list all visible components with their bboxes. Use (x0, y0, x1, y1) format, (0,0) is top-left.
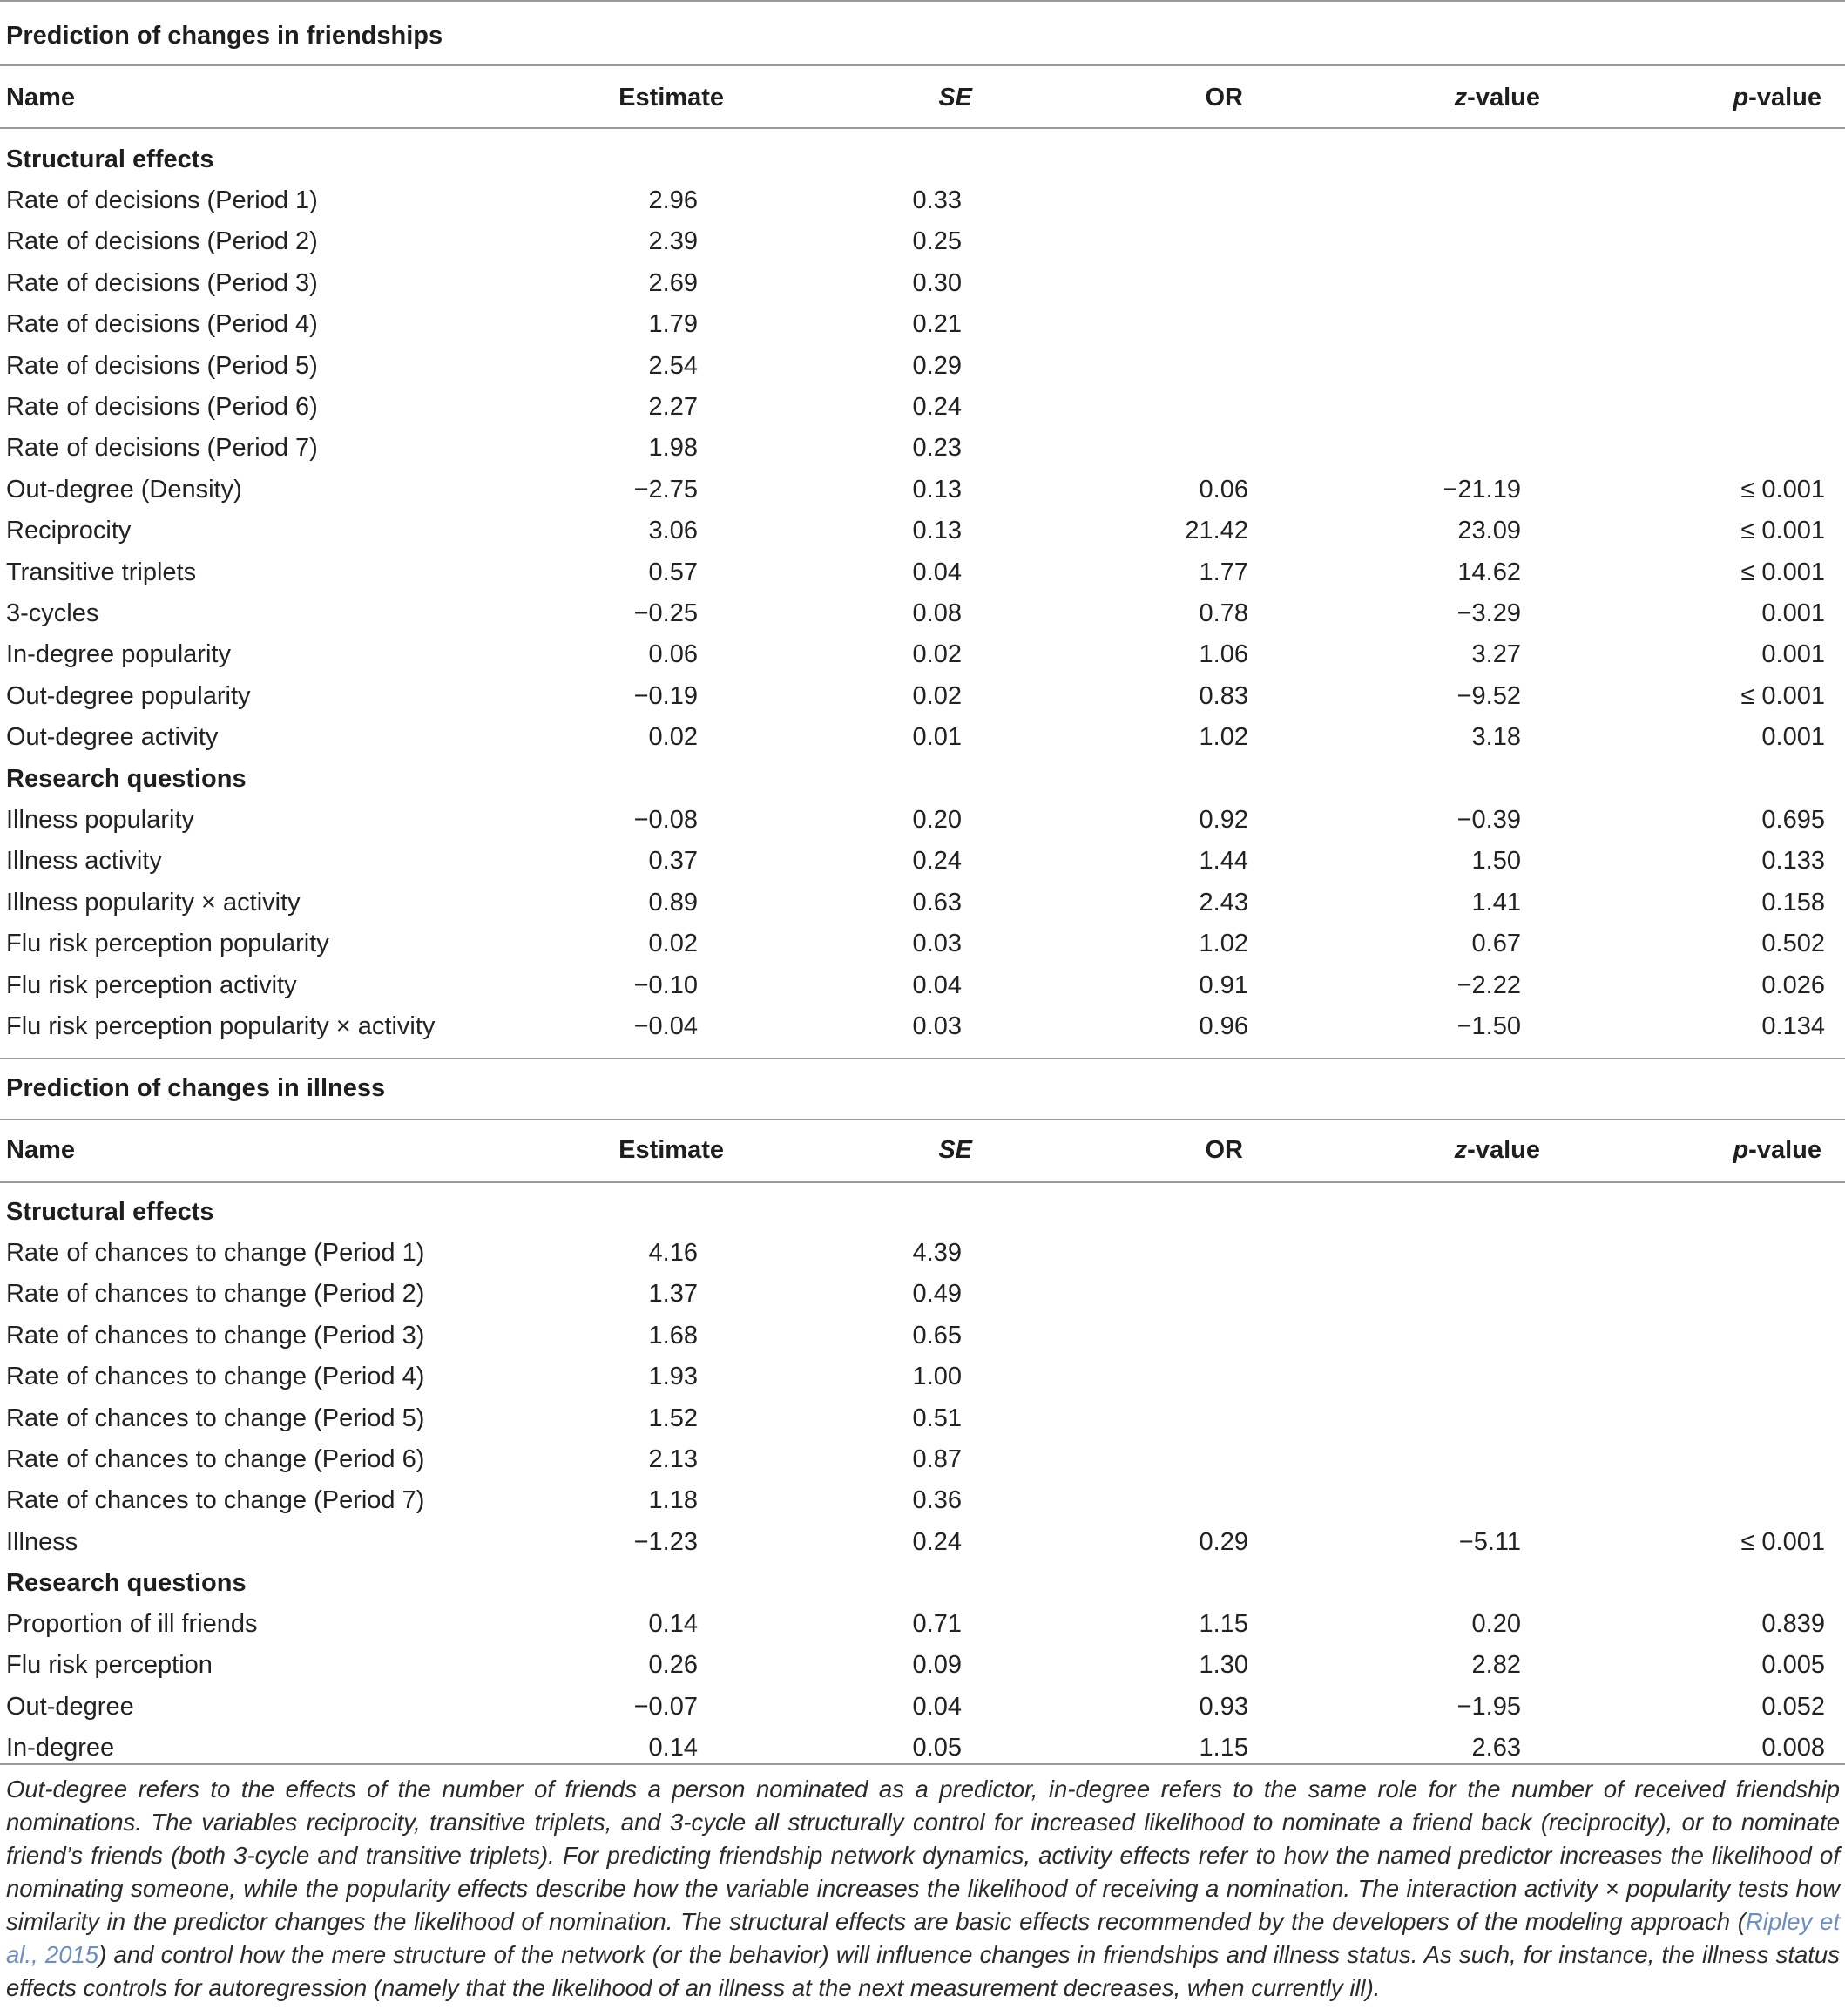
p-letter: p (1733, 84, 1749, 112)
cell-estimate: −0.19 (633, 681, 698, 710)
z-letter: z (1454, 84, 1468, 112)
cell-p-value: ≤ 0.001 (1740, 517, 1825, 545)
cell-or: 1.77 (1199, 558, 1248, 586)
cell-se: 0.04 (912, 1692, 962, 1721)
cell-z-value: 2.63 (1471, 1734, 1521, 1762)
col-z-header: z-value (1454, 84, 1540, 112)
cell-name: Illness popularity (6, 806, 194, 834)
cell-estimate: 1.93 (648, 1363, 698, 1391)
table-row (0, 1359, 1845, 1394)
cell-estimate: 0.14 (648, 1734, 698, 1762)
cell-se: 0.01 (912, 723, 962, 752)
cell-se: 0.23 (912, 434, 962, 463)
cell-estimate: 0.06 (648, 640, 698, 669)
group-label-structural: Structural effects (6, 1198, 214, 1226)
footnote-text-2: ) and control how the mere structure of the network (or the behavior) will influence changes in friendships and illness status. As such, for instance, the illness status effects controls for autoregression (namely that the likelihood of an illness at the next measurement decreases, when currently ill). (6, 1941, 1840, 2001)
cell-se: 0.29 (912, 351, 962, 380)
cell-estimate: 4.16 (648, 1239, 698, 1267)
cell-se: 0.25 (912, 227, 962, 256)
cell-se: 0.05 (912, 1734, 962, 1762)
table-row (0, 430, 1845, 465)
cell-name: Rate of chances to change (Period 2) (6, 1280, 425, 1309)
cell-estimate: −0.08 (633, 806, 698, 834)
cell-se: 0.04 (912, 558, 962, 586)
cell-z-value: −1.50 (1456, 1012, 1521, 1040)
cell-name: Rate of decisions (Period 7) (6, 434, 318, 463)
table-row (0, 1689, 1845, 1724)
table-row (0, 307, 1845, 342)
cell-name: In-degree popularity (6, 640, 231, 669)
table-footnote (6, 1773, 1840, 2005)
cell-name: Transitive triplets (6, 558, 197, 586)
cell-or: 1.30 (1199, 1651, 1248, 1680)
cell-z-value: 0.67 (1471, 930, 1521, 958)
table-row (0, 389, 1845, 424)
col-p-header: p-value (1733, 1136, 1821, 1164)
cell-name: Proportion of ill friends (6, 1610, 258, 1638)
cell-z-value: −2.22 (1456, 971, 1521, 999)
header-rule (0, 127, 1845, 129)
cell-name: Flu risk perception popularity (6, 930, 329, 958)
col-or-header: OR (1205, 1136, 1243, 1164)
cell-se: 0.13 (912, 517, 962, 545)
cell-name: Rate of decisions (Period 3) (6, 268, 318, 297)
cell-or: 0.06 (1199, 475, 1248, 504)
cell-se: 0.03 (912, 1012, 962, 1040)
cell-name: Rate of chances to change (Period 1) (6, 1239, 425, 1267)
cell-se: 0.36 (912, 1486, 962, 1515)
section-title-friendships: Prediction of changes in friendships (6, 22, 443, 50)
table-row (0, 843, 1845, 878)
cell-se: 0.24 (912, 1527, 962, 1556)
cell-z-value: −3.29 (1456, 599, 1521, 627)
table-row (0, 1401, 1845, 1436)
table-row (0, 1730, 1845, 1765)
cell-name: Rate of chances to change (Period 5) (6, 1404, 425, 1432)
cell-estimate: 0.57 (648, 558, 698, 586)
group-label-structural: Structural effects (6, 145, 214, 173)
cell-estimate: 2.39 (648, 227, 698, 256)
cell-or: 0.78 (1199, 599, 1248, 627)
cell-p-value: 0.695 (1761, 806, 1825, 834)
cell-se: 0.03 (912, 930, 962, 958)
cell-se: 0.21 (912, 310, 962, 339)
cell-name: Flu risk perception activity (6, 971, 297, 999)
cell-name: Illness (6, 1527, 78, 1556)
cell-estimate: 2.96 (648, 186, 698, 214)
cell-estimate: 1.68 (648, 1321, 698, 1350)
cell-or: 21.42 (1185, 517, 1248, 545)
cell-p-value: 0.839 (1761, 1610, 1825, 1638)
cell-se: 0.02 (912, 681, 962, 710)
cell-z-value: 1.50 (1471, 847, 1521, 876)
cell-p-value: 0.134 (1761, 1012, 1825, 1040)
col-name-header: Name (6, 84, 75, 112)
cell-or: 0.91 (1199, 971, 1248, 999)
cell-p-value: 0.008 (1761, 1734, 1825, 1762)
cell-z-value: 3.27 (1471, 640, 1521, 669)
cell-name: Rate of chances to change (Period 4) (6, 1363, 425, 1391)
section-rule (0, 1119, 1845, 1120)
cell-p-value: 0.502 (1761, 930, 1825, 958)
cell-z-value: 1.41 (1471, 888, 1521, 917)
cell-name: Rate of decisions (Period 4) (6, 310, 318, 339)
cell-p-value: 0.133 (1761, 847, 1825, 876)
cell-estimate: 2.13 (648, 1445, 698, 1473)
table-row (0, 183, 1845, 218)
cell-name: Flu risk perception (6, 1651, 213, 1680)
table-row (0, 224, 1845, 259)
cell-se: 0.71 (912, 1610, 962, 1638)
cell-or: 0.92 (1199, 806, 1248, 834)
cell-or: 0.83 (1199, 681, 1248, 710)
cell-name: Illness popularity × activity (6, 888, 301, 917)
cell-p-value: ≤ 0.001 (1740, 558, 1825, 586)
cell-se: 0.87 (912, 1445, 962, 1473)
cell-name: Out-degree (6, 1692, 134, 1721)
cell-se: 0.24 (912, 847, 962, 876)
cell-se: 0.09 (912, 1651, 962, 1680)
table-row (0, 1647, 1845, 1682)
table-row (0, 1235, 1845, 1270)
cell-estimate: 2.27 (648, 393, 698, 421)
cell-name: In-degree (6, 1734, 115, 1762)
cell-estimate: 2.54 (648, 351, 698, 380)
cell-name: Out-degree (Density) (6, 475, 242, 504)
col-se-header: SE (938, 84, 972, 112)
table-row (0, 720, 1845, 754)
table-row (0, 885, 1845, 920)
cell-estimate: −0.25 (633, 599, 698, 627)
cell-or: 0.96 (1199, 1012, 1248, 1040)
cell-or: 1.02 (1199, 723, 1248, 752)
cell-se: 0.13 (912, 475, 962, 504)
col-se-header: SE (938, 1136, 972, 1164)
cell-or: 0.29 (1199, 1527, 1248, 1556)
cell-z-value: −1.95 (1456, 1692, 1521, 1721)
cell-se: 0.65 (912, 1321, 962, 1350)
cell-p-value: 0.158 (1761, 888, 1825, 917)
group-label-research: Research questions (6, 765, 247, 793)
table-row (0, 266, 1845, 301)
cell-name: Flu risk perception popularity × activity (6, 1012, 436, 1040)
cell-estimate: 2.69 (648, 268, 698, 297)
cell-se: 0.02 (912, 640, 962, 669)
cell-or: 0.93 (1199, 1692, 1248, 1721)
cell-estimate: 3.06 (648, 517, 698, 545)
cell-or: 1.02 (1199, 930, 1248, 958)
cell-estimate: −0.10 (633, 971, 698, 999)
table-row (0, 1276, 1845, 1311)
table-row (0, 513, 1845, 548)
col-estimate-header: Estimate (618, 84, 724, 112)
column-header-row (0, 80, 1845, 115)
cell-name: Rate of decisions (Period 5) (6, 351, 318, 380)
table-row (0, 926, 1845, 961)
cell-se: 0.04 (912, 971, 962, 999)
section-rule (0, 64, 1845, 66)
cell-estimate: −0.07 (633, 1692, 698, 1721)
cell-se: 0.20 (912, 806, 962, 834)
cell-se: 0.24 (912, 393, 962, 421)
citation-link[interactable]: Ripley et al., 2015 (6, 1908, 1840, 1968)
section-title-illness: Prediction of changes in illness (6, 1074, 386, 1102)
cell-p-value: ≤ 0.001 (1740, 475, 1825, 504)
cell-se: 1.00 (912, 1363, 962, 1391)
cell-z-value: 14.62 (1457, 558, 1521, 586)
table-row (0, 1009, 1845, 1044)
table-row (0, 555, 1845, 590)
group-label-research: Research questions (6, 1569, 247, 1597)
cell-estimate: −0.04 (633, 1012, 698, 1040)
table-row (0, 1318, 1845, 1353)
col-p-header: p-value (1733, 84, 1821, 112)
p-letter: p (1733, 1136, 1749, 1164)
cell-name: Rate of chances to change (Period 3) (6, 1321, 425, 1350)
cell-name: Reciprocity (6, 517, 132, 545)
cell-se: 0.08 (912, 599, 962, 627)
cell-name: Illness activity (6, 847, 162, 876)
table-row (0, 1442, 1845, 1477)
section-rule (0, 1058, 1845, 1059)
col-or-header: OR (1205, 84, 1243, 112)
table-row (0, 596, 1845, 631)
table-row (0, 802, 1845, 837)
cell-name: Rate of decisions (Period 1) (6, 186, 318, 214)
cell-estimate: 0.02 (648, 723, 698, 752)
col-name-header: Name (6, 1136, 75, 1164)
col-estimate-header: Estimate (618, 1136, 724, 1164)
cell-or: 1.06 (1199, 640, 1248, 669)
table-row (0, 348, 1845, 383)
cell-p-value: ≤ 0.001 (1740, 1527, 1825, 1556)
cell-z-value: −5.11 (1458, 1527, 1521, 1556)
cell-se: 4.39 (912, 1239, 962, 1267)
cell-name: Out-degree activity (6, 723, 219, 752)
cell-estimate: 1.79 (648, 310, 698, 339)
cell-estimate: 0.14 (648, 1610, 698, 1638)
cell-se: 0.30 (912, 268, 962, 297)
cell-estimate: 0.37 (648, 847, 698, 876)
cell-z-value: 3.18 (1471, 723, 1521, 752)
cell-z-value: 23.09 (1457, 517, 1521, 545)
cell-p-value: 0.026 (1761, 971, 1825, 999)
cell-estimate: 1.18 (648, 1486, 698, 1515)
cell-name: Rate of chances to change (Period 7) (6, 1486, 425, 1515)
cell-se: 0.49 (912, 1280, 962, 1309)
cell-p-value: 0.001 (1761, 599, 1825, 627)
cell-or: 1.44 (1199, 847, 1248, 876)
cell-estimate: 1.37 (648, 1280, 698, 1309)
cell-or: 2.43 (1199, 888, 1248, 917)
cell-estimate: 1.52 (648, 1404, 698, 1432)
cell-z-value: 2.82 (1471, 1651, 1521, 1680)
table-row (0, 679, 1845, 714)
table-row (0, 1525, 1845, 1559)
cell-se: 0.63 (912, 888, 962, 917)
footnote-text-1: Out-degree refers to the effects of the number of friends a person nominated as a predictor, in-degree refers to the same role for the number of received friendship nominations. The variables reciprocity, transitive triplets, and 3-cycle all structurally control for increased likelihood to nominate a friend back (reciprocity), or to nominate friend’s friends (both 3-cycle and transitive triplets). For predicting friendship network dynamics, activity effects refer to how the named predictor increases the likelihood of nominating someone, while the popularity effects describe how the variable increases the likelihood of receiving a nomination. The interaction activity × popularity tests how similarity in the predictor changes the likelihood of nomination. The structural effects are basic effects recommended by the developers of the modeling approach ( (6, 1776, 1840, 1935)
cell-name: 3-cycles (6, 599, 99, 627)
cell-z-value: −9.52 (1456, 681, 1521, 710)
cell-estimate: 0.02 (648, 930, 698, 958)
cell-estimate: 0.26 (648, 1651, 698, 1680)
column-header-row (0, 1133, 1845, 1167)
cell-z-value: −0.39 (1456, 806, 1521, 834)
cell-or: 1.15 (1199, 1734, 1248, 1762)
cell-or: 1.15 (1199, 1610, 1248, 1638)
cell-name: Rate of decisions (Period 2) (6, 227, 318, 256)
table-row (0, 1607, 1845, 1641)
cell-z-value: 0.20 (1471, 1610, 1521, 1638)
cell-z-value: −21.19 (1443, 475, 1521, 504)
cell-p-value: 0.001 (1761, 723, 1825, 752)
cell-estimate: −2.75 (633, 475, 698, 504)
table-top-rule (0, 0, 1845, 2)
header-rule (0, 1181, 1845, 1183)
cell-se: 0.33 (912, 186, 962, 214)
cell-name: Rate of decisions (Period 6) (6, 393, 318, 421)
cell-p-value: 0.005 (1761, 1651, 1825, 1680)
cell-p-value: 0.001 (1761, 640, 1825, 669)
table-row (0, 1483, 1845, 1518)
cell-p-value: ≤ 0.001 (1740, 681, 1825, 710)
cell-name: Rate of chances to change (Period 6) (6, 1445, 425, 1473)
z-letter: z (1454, 1136, 1468, 1164)
cell-estimate: 1.98 (648, 434, 698, 463)
cell-se: 0.51 (912, 1404, 962, 1432)
table-row (0, 968, 1845, 1003)
cell-name: Out-degree popularity (6, 681, 251, 710)
table-row (0, 637, 1845, 672)
cell-estimate: 0.89 (648, 888, 698, 917)
col-z-header: z-value (1454, 1136, 1540, 1164)
table-bottom-rule (0, 1763, 1845, 1765)
cell-estimate: −1.23 (633, 1527, 698, 1556)
table-row (0, 472, 1845, 507)
cell-p-value: 0.052 (1761, 1692, 1825, 1721)
